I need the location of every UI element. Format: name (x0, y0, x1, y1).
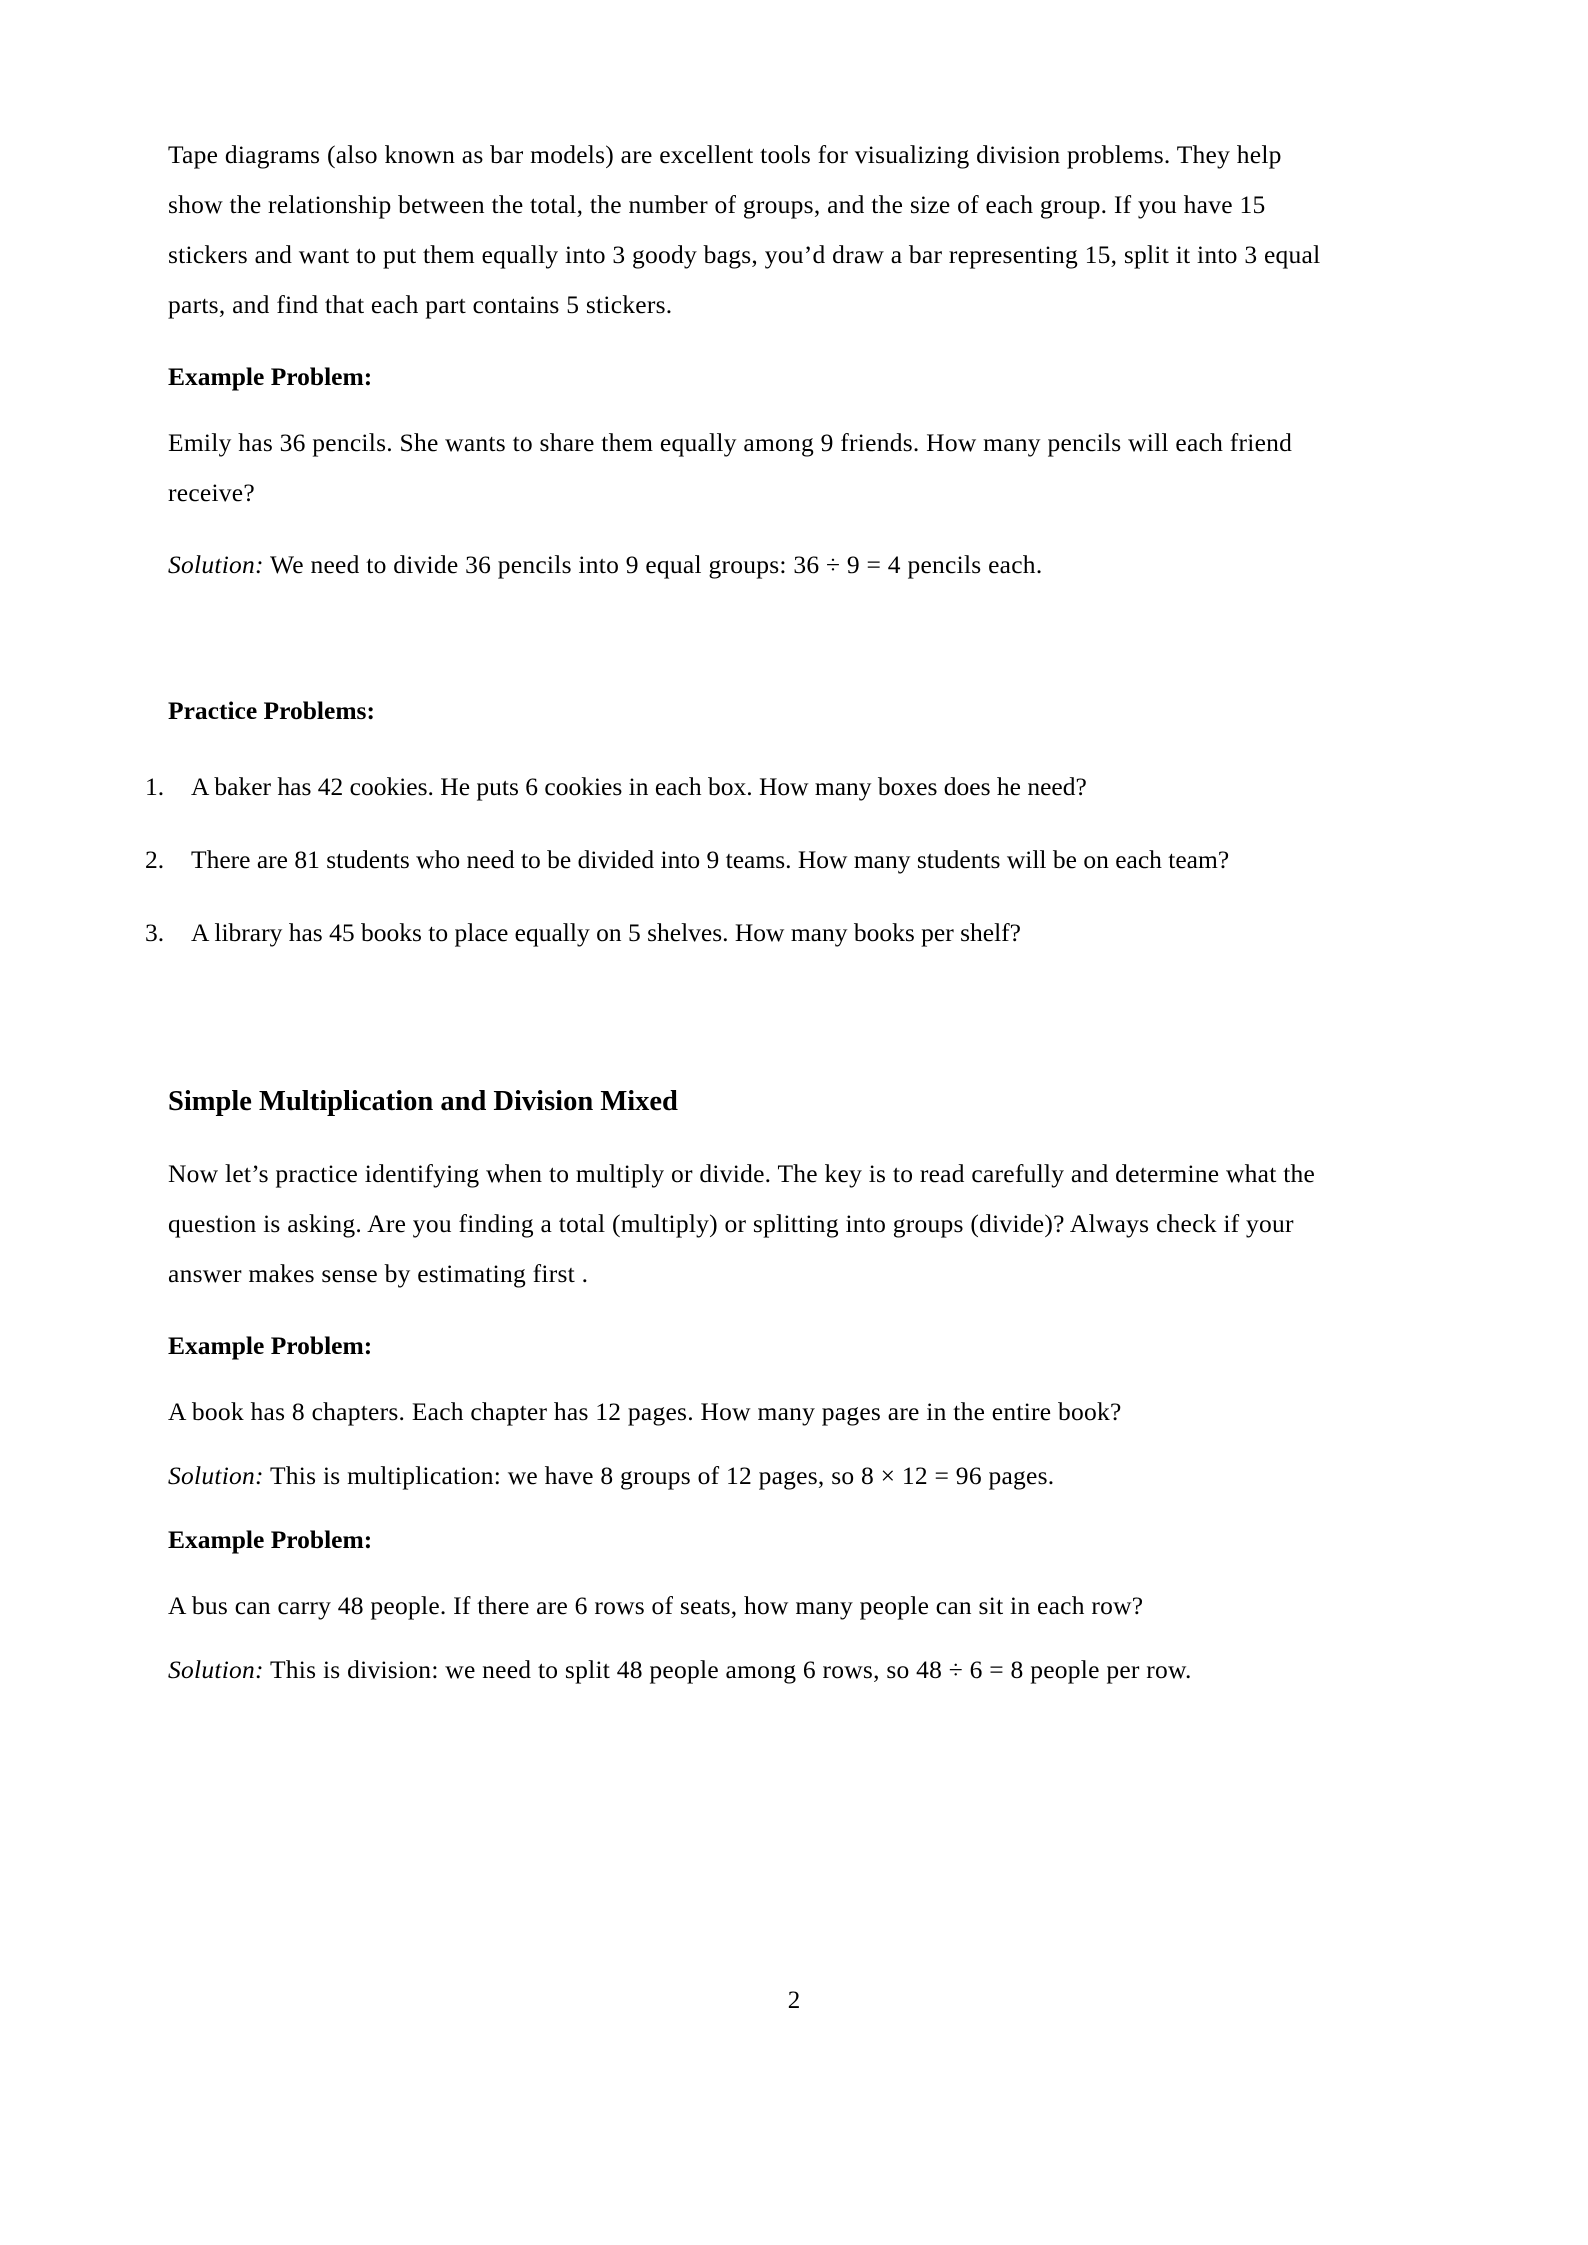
mixed-section-heading: Simple Multiplication and Division Mixed (168, 1086, 678, 1117)
solution-text-2: This is multiplication: we have 8 groups of 12 pages, so 8 × 12 = 96 pages. (263, 1461, 1055, 1490)
list-item (145, 762, 1336, 812)
solution-label-2: Solution: (168, 1461, 264, 1490)
page-number: 2 (787, 1987, 801, 2014)
example-problem-label-1: Example Problem: (168, 362, 373, 391)
list-item-number: 1. (145, 772, 165, 801)
solution-line-2 (168, 1451, 1336, 1501)
list-item-number: 2. (145, 845, 165, 874)
example-problem-text-2: A book has 8 chapters. Each chapter has 12 pages. How many pages are in the entire book? (168, 1397, 1122, 1426)
list-item-text: There are 81 students who need to be divided into 9 teams. How many students will be on each team? (191, 845, 1230, 874)
section-spacer-2 (168, 981, 1336, 1077)
practice-problem-list (145, 762, 1336, 958)
list-item-number: 3. (145, 918, 165, 947)
list-item-text: A library has 45 books to place equally on 5 shelves. How many books per shelf? (191, 918, 1021, 947)
solution-text-1: We need to divide 36 pencils into 9 equal groups: 36 ÷ 9 = 4 pencils each. (263, 550, 1043, 579)
list-item-text: A baker has 42 cookies. He puts 6 cookies in each box. How many boxes does he need? (191, 772, 1087, 801)
practice-problems-heading: Practice Problems: (168, 696, 375, 725)
list-item (145, 908, 1336, 958)
intro-paragraph: Tape diagrams (also known as bar models) are excellent tools for visualizing division problems. They help show the relationship between the total, the number of groups, and the size of each group. If you have 15 stickers and want to put them equally into 3 goody bags, you’d draw a bar representing 15, split it into 3 equal parts, and find that each part contains 5 stickers. (168, 140, 1321, 319)
example-problem-text-3: A bus can carry 48 people. If there are 6 rows of seats, how many people can sit in each row? (168, 1591, 1144, 1620)
example-problem-text-1: Emily has 36 pencils. She wants to share them equally among 9 friends. How many pencils will each friend receive? (168, 428, 1293, 507)
solution-label-1: Solution: (168, 550, 264, 579)
example-problem-label-2: Example Problem: (168, 1331, 373, 1360)
solution-line-3 (168, 1645, 1336, 1695)
solution-label-3: Solution: (168, 1655, 264, 1684)
solution-line-1 (168, 540, 1336, 590)
mixed-intro-paragraph: Now let’s practice identifying when to multiply or divide. The key is to read carefully and determine what the question is asking. Are you finding a total (multiply) or splitting into groups (divide)? Always check if your answer makes sense by estimating first . (168, 1159, 1316, 1288)
page-content (145, 130, 1336, 1709)
list-item (145, 835, 1336, 885)
section-spacer-1 (168, 612, 1336, 686)
solution-text-3: This is division: we need to split 48 people among 6 rows, so 48 ÷ 6 = 8 people per row. (263, 1655, 1192, 1684)
example-problem-label-3: Example Problem: (168, 1525, 373, 1554)
